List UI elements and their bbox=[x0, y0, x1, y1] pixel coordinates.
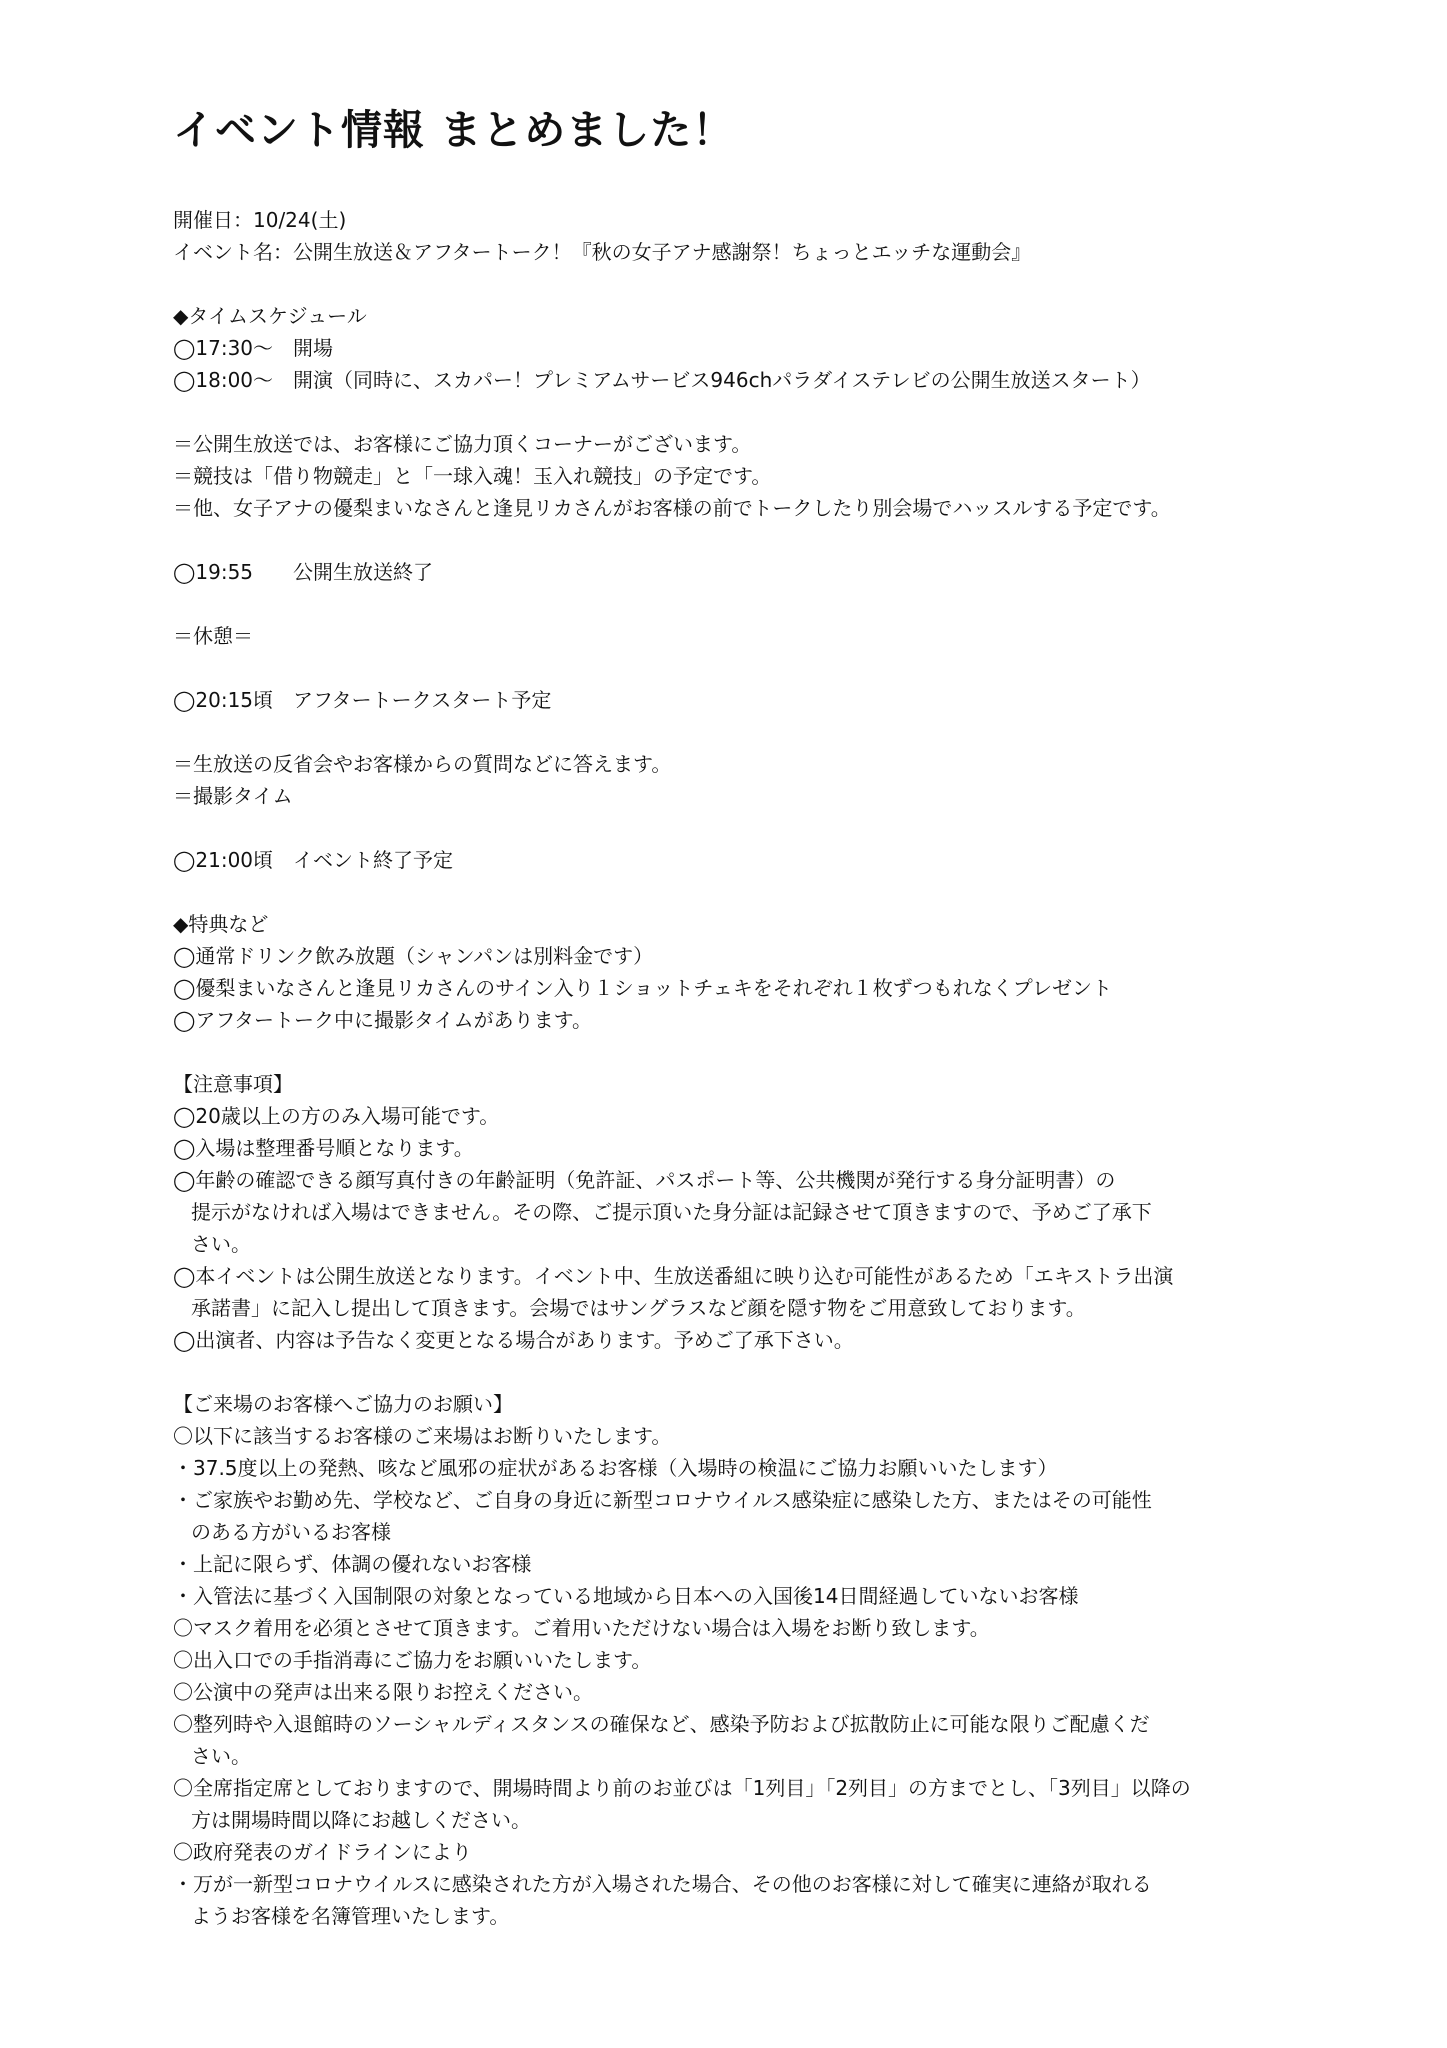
cautions-heading: 【注意事項】 bbox=[173, 1072, 293, 1096]
request-subitem: ・上記に限らず、体調の優れないお客様 bbox=[173, 1552, 532, 1576]
schedule-event-end: ◯21:00頃 イベント終了予定 bbox=[173, 848, 454, 872]
request-subitem: ・入管法に基づく入国制限の対象となっている地域から日本への入国後14日間経過していないお客様 bbox=[173, 1584, 1079, 1608]
caution-item: ◯出演者、内容は予告なく変更となる場合があります。予めご了承下さい。 bbox=[173, 1328, 854, 1352]
request-item-continued: さい。 bbox=[191, 1744, 251, 1768]
benefit-item: ◯アフタートーク中に撮影タイムがあります。 bbox=[173, 1008, 592, 1032]
caution-item: ◯20歳以上の方のみ入場可能です。 bbox=[173, 1104, 500, 1128]
request-item-continued: 方は開場時間以降にお越しください。 bbox=[191, 1808, 531, 1832]
caution-item-continued: さい。 bbox=[191, 1232, 251, 1256]
schedule-note: ＝他、女子アナの優梨まいなさんと逢見リカさんがお客様の前でトークしたり別会場でハッスルする予定です。 bbox=[173, 496, 1171, 520]
request-item: 〇政府発表のガイドラインにより bbox=[173, 1840, 472, 1864]
caution-item: ◯年齢の確認できる顔写真付きの年齢証明（免許証、パスポート等、公共機関が発行する身分証明書）の bbox=[173, 1168, 1116, 1192]
request-item: 〇全席指定席としておりますので、開場時間より前のお並びは「1列目」「2列目」の方までとし、「3列目」以降の bbox=[173, 1776, 1191, 1800]
request-item: 〇マスク着用を必須とさせて頂きます。ご着用いただけない場合は入場をお断り致します。 bbox=[173, 1616, 990, 1640]
caution-item-continued: 提示がなければ入場はできません。その際、ご提示頂いた身分証は記録させて頂きますので、予めご了承下 bbox=[191, 1200, 1152, 1224]
schedule-open: ◯17:30～ 開場 bbox=[173, 336, 334, 360]
after-talk-note: ＝撮影タイム bbox=[173, 784, 293, 808]
request-subitem: ・37.5度以上の発熱、咳など風邪の症状があるお客様（入場時の検温にご協力お願いいたします） bbox=[173, 1456, 1058, 1480]
caution-item: ◯本イベントは公開生放送となります。イベント中、生放送番組に映り込む可能性があるため「エキストラ出演 bbox=[173, 1264, 1174, 1288]
schedule-broadcast-end: ◯19:55 公開生放送終了 bbox=[173, 560, 434, 584]
schedule-note: ＝競技は「借り物競走」と「一球入魂！玉入れ競技」の予定です。 bbox=[173, 464, 772, 488]
request-subitem: ・万が一新型コロナウイルスに感染された方が入場された場合、その他のお客様に対して確実に連絡が取れる bbox=[173, 1872, 1152, 1896]
request-subitem-continued: のある方がいるお客様 bbox=[191, 1520, 391, 1544]
request-item: 〇公演中の発声は出来る限りお控えください。 bbox=[173, 1680, 593, 1704]
after-talk-note: ＝生放送の反省会やお客様からの質問などに答えます。 bbox=[173, 752, 672, 776]
schedule-note: ＝公開生放送では、お客様にご協力頂くコーナーがございます。 bbox=[173, 432, 752, 456]
request-item: 〇出入口での手指消毒にご協力をお願いいたします。 bbox=[173, 1648, 652, 1672]
request-subitem: ・ご家族やお勤め先、学校など、ご自身の身近に新型コロナウイルス感染症に感染した方、またはその可能性 bbox=[173, 1488, 1152, 1512]
schedule-after-talk: ◯20:15頃 アフタートークスタート予定 bbox=[173, 688, 552, 712]
request-item: 〇以下に該当するお客様のご来場はお断りいたします。 bbox=[173, 1424, 672, 1448]
benefits-heading: ◆特典など bbox=[173, 912, 269, 936]
caution-item-continued: 承諾書」に記入し提出して頂きます。会場ではサングラスなど顔を隠す物をご用意致しております。 bbox=[191, 1296, 1086, 1320]
event-date: 開催日：10/24(土) bbox=[173, 208, 347, 232]
schedule-start: ◯18:00～ 開演（同時に、スカパー！プレミアムサービス946chパラダイステレビの公開生放送スタート） bbox=[173, 368, 1151, 392]
schedule-heading: ◆タイムスケジュール bbox=[173, 304, 367, 328]
benefit-item: ◯通常ドリンク飲み放題（シャンパンは別料金です） bbox=[173, 944, 654, 968]
request-subitem-continued: ようお客様を名簿管理いたします。 bbox=[191, 1904, 510, 1928]
schedule-break: ＝休憩＝ bbox=[173, 624, 253, 648]
caution-item: ◯入場は整理番号順となります。 bbox=[173, 1136, 474, 1160]
request-item: 〇整列時や入退館時のソーシャルディスタンスの確保など、感染予防および拡散防止に可能な限りご配慮くだ bbox=[173, 1712, 1150, 1736]
page-title: イベント情報 まとめました！ bbox=[173, 106, 735, 154]
event-name: イベント名：公開生放送＆アフタートーク！『秋の女子アナ感謝祭！ちょっとエッチな運動会』 bbox=[173, 240, 1032, 264]
benefit-item: ◯優梨まいなさんと逢見リカさんのサイン入り１ショットチェキをそれぞれ１枚ずつもれなくプレゼント bbox=[173, 976, 1112, 1000]
requests-heading: 【ご来場のお客様へご協力のお願い】 bbox=[173, 1392, 513, 1416]
event-info-document bbox=[173, 96, 1333, 1932]
